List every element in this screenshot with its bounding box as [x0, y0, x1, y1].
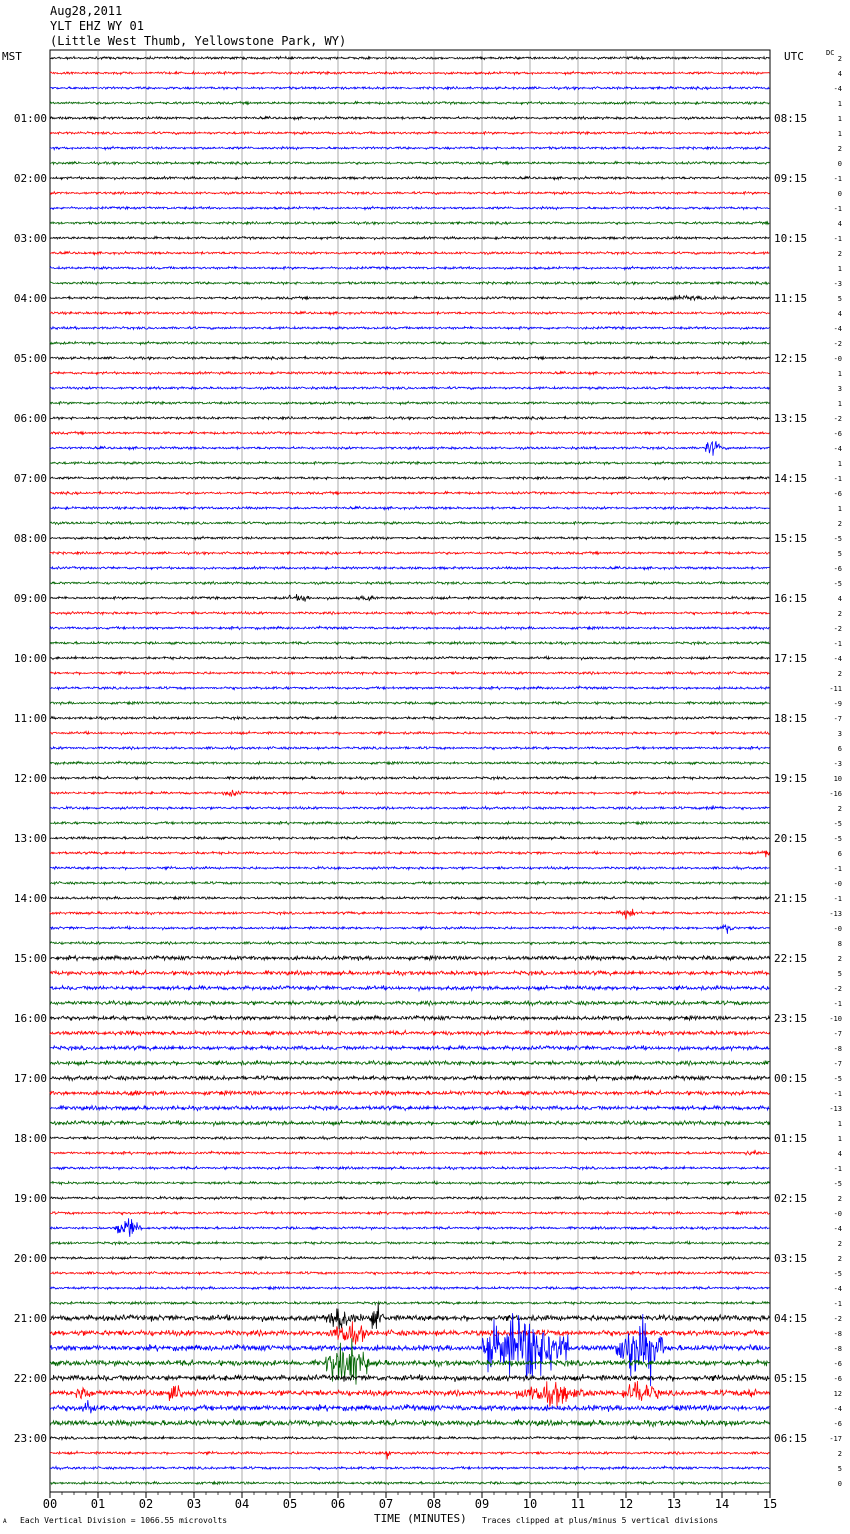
dc-offset-label: 2 — [837, 1255, 842, 1263]
right-hour-label: 11:15 — [774, 292, 808, 305]
trace-line — [50, 266, 769, 269]
trace-line — [50, 1374, 769, 1382]
left-hour-label: 04:00 — [13, 292, 47, 305]
dc-offset-label: -5 — [833, 820, 842, 828]
traces — [50, 57, 769, 1485]
dc-offset-label: 4 — [837, 1150, 842, 1158]
trace-line — [50, 387, 769, 390]
trace-line — [50, 805, 769, 809]
dc-offset-label: -8 — [833, 1330, 842, 1338]
dc-offset-label: -16 — [829, 790, 842, 798]
trace-line — [50, 1196, 769, 1199]
dc-offset-label: 2 — [837, 145, 842, 153]
trace-line — [50, 1218, 769, 1237]
dc-offset-label: -0 — [833, 1210, 842, 1218]
left-hour-label: 07:00 — [13, 472, 47, 485]
trace-line — [50, 536, 769, 539]
x-tick-label: 09 — [474, 1497, 490, 1511]
dc-offset-label: -0 — [833, 925, 842, 933]
trace-line — [50, 1271, 769, 1274]
trace-line — [50, 836, 769, 839]
corner-mark: A — [3, 1518, 7, 1525]
dc-offset-label: 0 — [837, 160, 842, 168]
trace-line — [50, 776, 769, 779]
trace-line — [50, 790, 769, 797]
trace-line — [50, 206, 769, 209]
dc-offset-label: -11 — [829, 685, 842, 693]
left-timezone-label: MST — [2, 50, 22, 63]
right-hour-label: 04:15 — [774, 1312, 808, 1325]
trace-line — [50, 251, 769, 254]
right-hour-label: 12:15 — [774, 352, 808, 365]
right-hour-label: 06:15 — [774, 1432, 808, 1445]
x-tick-label: 06 — [330, 1497, 346, 1511]
left-hour-label: 08:00 — [13, 532, 47, 545]
trace-line — [50, 970, 769, 975]
dc-offset-label: 2 — [837, 805, 842, 813]
trace-line — [50, 341, 769, 344]
trace-line — [50, 821, 769, 825]
trace-line — [50, 431, 769, 434]
trace-line — [50, 506, 769, 509]
dc-offset-label: -1 — [833, 1300, 842, 1308]
dc-offset-label: 2 — [837, 1450, 842, 1458]
trace-line — [50, 57, 769, 60]
trace-line — [50, 1075, 769, 1080]
x-tick-label: 15 — [762, 1497, 778, 1511]
dc-offset-label: -2 — [833, 340, 842, 348]
dc-offset-label: 12 — [833, 1390, 842, 1398]
dc-offset-label: -1 — [833, 640, 842, 648]
dc-offset-label: -4 — [833, 655, 842, 663]
dc-offset-label: 5 — [837, 550, 842, 558]
dc-offset-label: -17 — [829, 1435, 842, 1443]
dc-offset-label: -9 — [833, 700, 842, 708]
dc-offset-label: 2 — [837, 55, 842, 63]
trace-line — [50, 1436, 769, 1440]
dc-offset-label: 1 — [837, 370, 842, 378]
left-hour-label: 15:00 — [13, 952, 47, 965]
dc-offset-label: -7 — [833, 1060, 842, 1068]
trace-line — [50, 1150, 769, 1155]
left-hour-label: 09:00 — [13, 592, 47, 605]
right-timezone-label: UTC — [784, 50, 804, 63]
dc-offset-label: -7 — [833, 715, 842, 723]
right-hour-label: 03:15 — [774, 1252, 808, 1265]
trace-line — [50, 416, 769, 419]
left-hour-label: 10:00 — [13, 652, 47, 665]
dc-offset-label: -2 — [833, 625, 842, 633]
trace-line — [50, 731, 769, 735]
dc-offset-label: 1 — [837, 460, 842, 468]
x-tick-label: 14 — [714, 1497, 730, 1511]
dc-offset-label: -6 — [833, 565, 842, 573]
left-hour-label: 02:00 — [13, 172, 47, 185]
x-tick-label: 03 — [186, 1497, 202, 1511]
right-hour-label: 02:15 — [774, 1192, 808, 1205]
left-hour-label: 16:00 — [13, 1012, 47, 1025]
trace-line — [50, 551, 769, 554]
left-hour-label: 05:00 — [13, 352, 47, 365]
trace-line — [50, 491, 769, 494]
trace-line — [50, 71, 769, 74]
dc-offset-label: 1 — [837, 130, 842, 138]
x-tick-label: 04 — [234, 1497, 250, 1511]
trace-line — [50, 626, 769, 630]
trace-line — [50, 356, 769, 359]
trace-line — [50, 192, 769, 195]
trace-line — [50, 1256, 769, 1259]
dc-offset-label: 4 — [837, 595, 842, 603]
left-hour-label: 22:00 — [13, 1372, 47, 1385]
trace-line — [50, 86, 769, 89]
x-axis-label: TIME (MINUTES) — [374, 1512, 467, 1525]
dc-offset-label: -4 — [833, 445, 842, 453]
dc-offset-label: -4 — [833, 1405, 842, 1413]
dc-offset-label: 4 — [837, 70, 842, 78]
trace-line — [50, 761, 769, 765]
dc-offset-label: -8 — [833, 1345, 842, 1353]
trace-line — [50, 476, 769, 479]
dc-offset-label: -1 — [833, 865, 842, 873]
trace-line — [50, 1015, 769, 1021]
trace-line — [50, 116, 769, 119]
left-hour-label: 14:00 — [13, 892, 47, 905]
right-hour-label: 15:15 — [774, 532, 808, 545]
trace-line — [50, 656, 769, 660]
left-hour-label: 12:00 — [13, 772, 47, 785]
trace-line — [50, 236, 769, 239]
dc-offset-label: -2 — [833, 415, 842, 423]
dc-offset-label: -4 — [833, 1225, 842, 1233]
right-hour-label: 20:15 — [774, 832, 808, 845]
trace-line — [50, 566, 769, 569]
dc-offset-label: -3 — [833, 760, 842, 768]
dc-offset-label: 2 — [837, 1195, 842, 1203]
left-hour-label: 18:00 — [13, 1132, 47, 1145]
trace-line — [50, 1419, 769, 1426]
trace-line — [50, 594, 769, 602]
dc-offset-label: 4 — [837, 310, 842, 318]
dc-offset-label: -6 — [833, 430, 842, 438]
trace-line — [50, 327, 769, 330]
trace-line — [50, 909, 769, 920]
dc-offset-label: -7 — [833, 1030, 842, 1038]
trace-line — [50, 441, 769, 456]
trace-line — [50, 671, 769, 674]
trace-line — [50, 161, 769, 164]
trace-line — [50, 1286, 769, 1289]
dc-label: DC — [826, 49, 835, 57]
trace-line — [50, 522, 769, 525]
trace-line — [50, 146, 769, 149]
dc-offset-label: -1 — [833, 895, 842, 903]
right-hour-label: 14:15 — [774, 472, 808, 485]
dc-offset-label: 1 — [837, 1135, 842, 1143]
dc-offset-label: -2 — [833, 1315, 842, 1323]
dc-offset-label: 1 — [837, 505, 842, 513]
trace-line — [50, 746, 769, 749]
dc-offset-label: 8 — [837, 940, 842, 948]
dc-offset-label: -8 — [833, 1045, 842, 1053]
trace-line — [50, 955, 769, 961]
trace-line — [50, 686, 769, 689]
dc-offset-label: -4 — [833, 1285, 842, 1293]
x-tick-label: 12 — [618, 1497, 634, 1511]
trace-line — [50, 1060, 769, 1066]
right-hour-label: 13:15 — [774, 412, 808, 425]
trace-line — [50, 611, 769, 614]
dc-offset-label: 5 — [837, 295, 842, 303]
right-hour-label: 17:15 — [774, 652, 808, 665]
left-hour-label: 20:00 — [13, 1252, 47, 1265]
dc-offset-label: -1 — [833, 205, 842, 213]
dc-offset-label: -5 — [833, 535, 842, 543]
dc-offset-label: -6 — [833, 1360, 842, 1368]
trace-line — [50, 1381, 769, 1407]
trace-line — [50, 132, 769, 135]
dc-offset-label: -2 — [833, 985, 842, 993]
left-hour-label: 13:00 — [13, 832, 47, 845]
trace-line — [50, 866, 769, 869]
trace-line — [50, 851, 769, 858]
dc-offset-label: 2 — [837, 670, 842, 678]
trace-line — [50, 582, 769, 585]
trace-line — [50, 1030, 769, 1035]
dc-offset-label: 3 — [837, 730, 842, 738]
grid — [50, 50, 770, 1498]
right-hour-label: 16:15 — [774, 592, 808, 605]
dc-offset-label: 1 — [837, 100, 842, 108]
trace-line — [50, 295, 769, 301]
left-hour-label: 21:00 — [13, 1312, 47, 1325]
trace-line — [50, 1481, 769, 1484]
dc-offset-label: -13 — [829, 1105, 842, 1113]
dc-offset-label: -0 — [833, 880, 842, 888]
trace-line — [50, 1000, 769, 1005]
dc-offset-label: -6 — [833, 1375, 842, 1383]
dc-offset-label: 6 — [837, 850, 842, 858]
dc-offset-label: -3 — [833, 280, 842, 288]
trace-line — [50, 371, 769, 374]
x-tick-label: 13 — [666, 1497, 682, 1511]
trace-line — [50, 896, 769, 899]
trace-line — [50, 1301, 769, 1304]
dc-offset-label: -1 — [833, 1165, 842, 1173]
trace-line — [50, 1466, 769, 1469]
right-hour-label: 18:15 — [774, 712, 808, 725]
dc-offset-label: -1 — [833, 1000, 842, 1008]
right-hour-label: 21:15 — [774, 892, 808, 905]
trace-line — [50, 1090, 769, 1096]
left-hour-label: 01:00 — [13, 112, 47, 125]
dc-offset-label: -5 — [833, 580, 842, 588]
dc-offset-label: 5 — [837, 1465, 842, 1473]
trace-line — [50, 941, 769, 944]
dc-offset-label: -6 — [833, 1420, 842, 1428]
left-hour-label: 19:00 — [13, 1192, 47, 1205]
trace-line — [50, 641, 769, 644]
left-hour-label: 23:00 — [13, 1432, 47, 1445]
right-hour-label: 22:15 — [774, 952, 808, 965]
dc-offset-label: 0 — [837, 1480, 842, 1488]
clip-note: Traces clipped at plus/minus 5 vertical divisions — [482, 1516, 719, 1525]
header-date: Aug28,2011 — [50, 4, 123, 18]
trace-line — [50, 1241, 769, 1245]
trace-line — [50, 281, 769, 284]
trace-line — [50, 1211, 769, 1215]
dc-offset-label: 1 — [837, 1120, 842, 1128]
right-hour-label: 19:15 — [774, 772, 808, 785]
x-tick-label: 10 — [522, 1497, 538, 1511]
dc-offset-label: 1 — [837, 265, 842, 273]
trace-line — [50, 401, 769, 404]
header-location: (Little West Thumb, Yellowstone Park, WY) — [50, 34, 347, 48]
x-tick-label: 01 — [90, 1497, 106, 1511]
right-hour-label: 09:15 — [774, 172, 808, 185]
dc-offset-label: 1 — [837, 115, 842, 123]
right-hour-label: 05:15 — [774, 1372, 808, 1385]
dc-offset-label: -5 — [833, 1180, 842, 1188]
dc-offset-label: 2 — [837, 610, 842, 618]
dc-offset-label: -13 — [829, 910, 842, 918]
x-tick-label: 11 — [570, 1497, 586, 1511]
dc-offset-label: 4 — [837, 220, 842, 228]
trace-line — [50, 1166, 769, 1169]
dc-offset-label: 0 — [837, 190, 842, 198]
x-tick-label: 00 — [42, 1497, 58, 1511]
dc-offset-label: -0 — [833, 355, 842, 363]
trace-line — [50, 716, 769, 719]
dc-offset-label: 2 — [837, 250, 842, 258]
dc-offset-label: -10 — [829, 1015, 842, 1023]
dc-offset-label: -1 — [833, 175, 842, 183]
dc-offset-label: -5 — [833, 835, 842, 843]
trace-line — [50, 1313, 769, 1386]
left-hour-label: 17:00 — [13, 1072, 47, 1085]
dc-offset-label: -4 — [833, 325, 842, 333]
dc-offset-label: 6 — [837, 745, 842, 753]
trace-line — [50, 1136, 769, 1139]
x-tick-label: 08 — [426, 1497, 442, 1511]
dc-offset-label: 5 — [837, 970, 842, 978]
plot-frame — [50, 50, 770, 1492]
right-hour-label: 23:15 — [774, 1012, 808, 1025]
dc-offset-label: -5 — [833, 1075, 842, 1083]
scale-note: Each Vertical Division = 1066.55 microvolts — [20, 1516, 228, 1525]
trace-line — [50, 985, 769, 991]
right-hour-label: 01:15 — [774, 1132, 808, 1145]
trace-line — [50, 461, 769, 464]
chart-labels — [14, 55, 842, 1511]
trace-line — [50, 1120, 769, 1126]
trace-line — [50, 881, 769, 884]
x-tick-label: 07 — [378, 1497, 394, 1511]
trace-line — [50, 1045, 769, 1051]
right-hour-label: 00:15 — [774, 1072, 808, 1085]
trace-line — [50, 1451, 769, 1459]
dc-offset-label: -5 — [833, 1270, 842, 1278]
dc-offset-label: -1 — [833, 1090, 842, 1098]
trace-line — [50, 701, 769, 704]
trace-line — [50, 176, 769, 179]
dc-offset-label: 3 — [837, 385, 842, 393]
trace-line — [50, 1400, 769, 1413]
dc-offset-label: -1 — [833, 475, 842, 483]
dc-offset-label: -4 — [833, 85, 842, 93]
trace-line — [50, 1181, 769, 1185]
trace-line — [50, 311, 769, 314]
trace-line — [50, 101, 769, 104]
right-hour-label: 08:15 — [774, 112, 808, 125]
trace-line — [50, 925, 769, 934]
trace-line — [50, 221, 769, 224]
dc-offset-label: 1 — [837, 400, 842, 408]
x-tick-label: 02 — [138, 1497, 154, 1511]
x-tick-label: 05 — [282, 1497, 298, 1511]
dc-offset-label: -1 — [833, 235, 842, 243]
left-hour-label: 03:00 — [13, 232, 47, 245]
left-hour-label: 11:00 — [13, 712, 47, 725]
dc-offset-label: 2 — [837, 520, 842, 528]
right-hour-label: 10:15 — [774, 232, 808, 245]
left-hour-label: 06:00 — [13, 412, 47, 425]
trace-line — [50, 1105, 769, 1110]
trace-line — [50, 1303, 769, 1329]
dc-offset-label: 2 — [837, 955, 842, 963]
dc-offset-label: 10 — [833, 775, 842, 783]
header-station: YLT EHZ WY 01 — [50, 19, 144, 33]
dc-offset-label: 2 — [837, 1240, 842, 1248]
dc-offset-label: -6 — [833, 490, 842, 498]
